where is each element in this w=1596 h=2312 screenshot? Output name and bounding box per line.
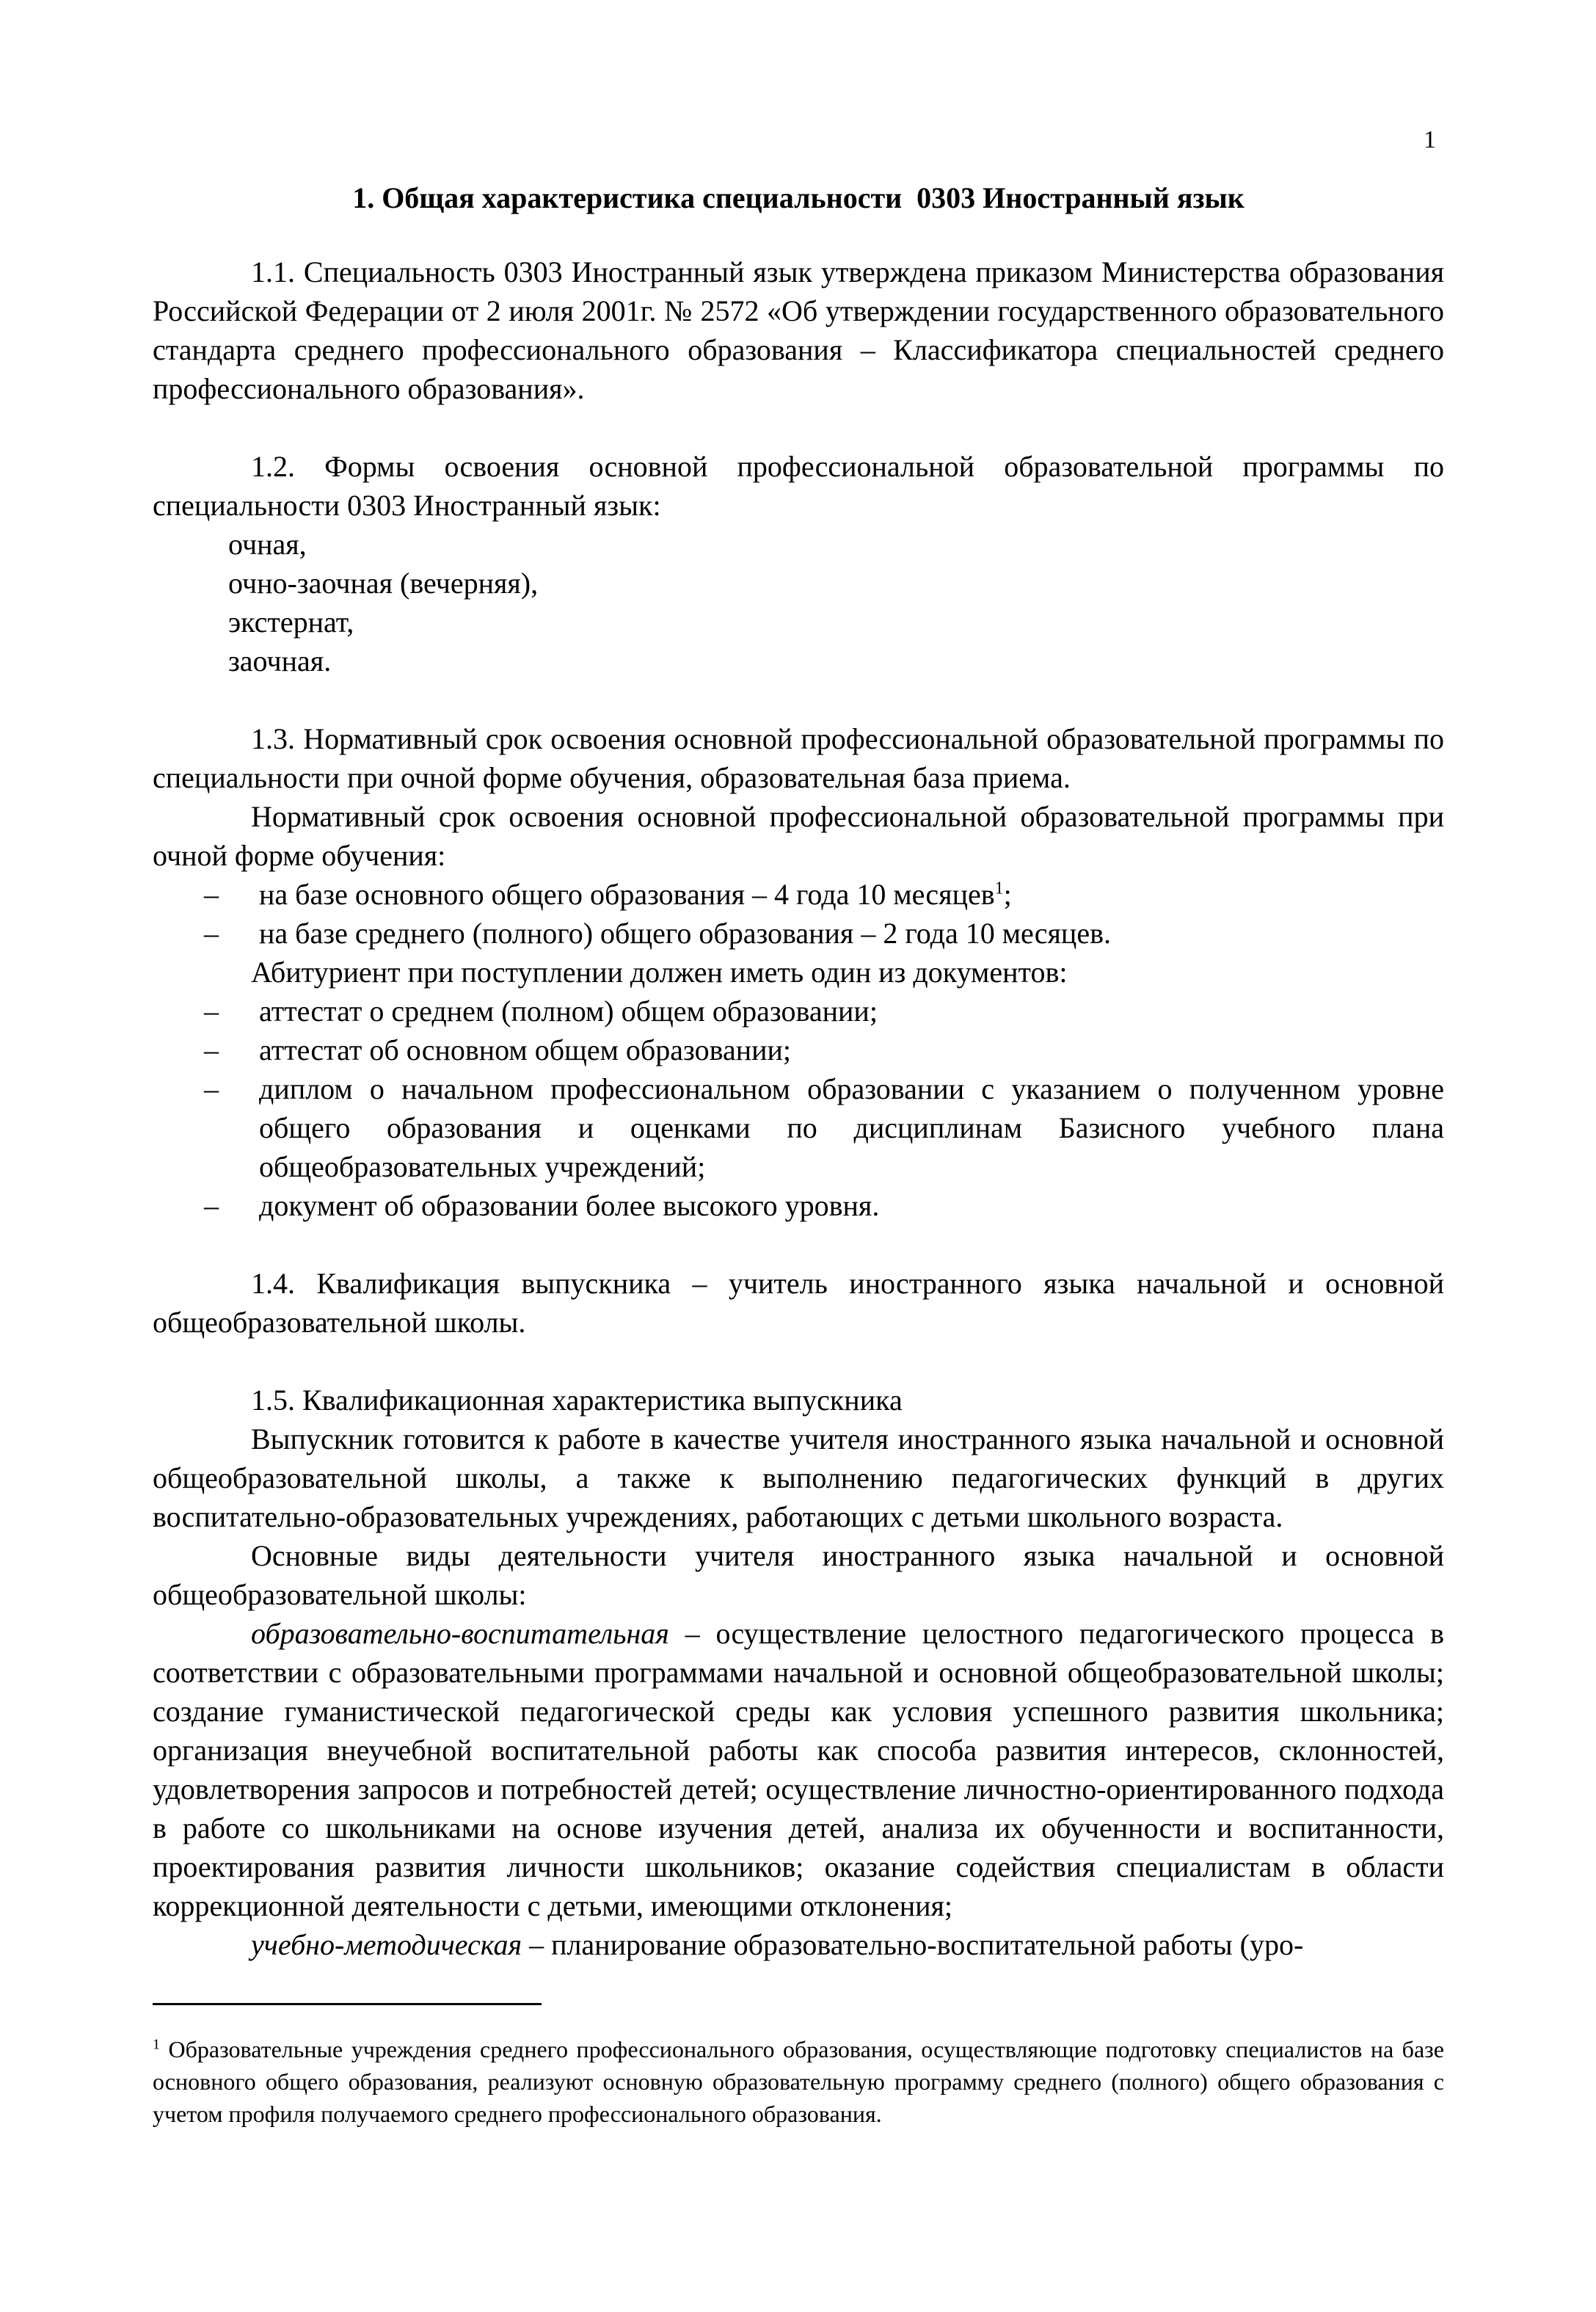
term-basic: на базе основного общего образования – 4 года 10 месяцев (259, 878, 995, 911)
footnote-text: Образовательные учреждения среднего профессионального образования, осуществляющие подготовку специалистов на базе основного общего образования, реализуют основную образовательную программу среднего (полного) общего образования с учетом профиля получаемого среднего профессионального образования. (153, 2036, 1444, 2127)
list-item (153, 875, 1444, 914)
list-item (153, 914, 1444, 953)
activity-text: – планирование образовательно-воспитательной работы (уро- (522, 1928, 1304, 1961)
paragraph-1-4: 1.4. Квалификация выпускника – учитель иностранного языка начальной и основной общеобразовательной школы. (153, 1267, 1444, 1339)
dash-bullet: – (204, 1033, 219, 1066)
paragraph-1-5: 1.5. Квалификационная характеристика выпускника (251, 1384, 903, 1417)
paragraph-1-5-graduate: Выпускник готовится к работе в качестве учителя иностранного языка начальной и основной общеобразовательной школы, а также к выполнению педагогических функций в других воспитательно-образовательных учреждениях, работающих с детьми школьного возраста. (153, 1422, 1444, 1533)
document-item: документ об образовании более высокого уровня. (259, 1189, 880, 1222)
list-item (153, 992, 1444, 1030)
activity-term: образовательно-воспитательная (251, 1617, 669, 1650)
dash-bullet: – (204, 995, 219, 1028)
document-item: аттестат об основном общем образовании; (259, 1033, 792, 1066)
term-list (153, 875, 1444, 953)
page-number: 1 (1424, 126, 1436, 153)
list-item (153, 1069, 1444, 1186)
section-heading: 1. Общая характеристика специальности 0303 Иностранный язык (352, 181, 1245, 214)
dash-bullet: – (204, 917, 219, 950)
document-body (153, 252, 1444, 1964)
activity-term: учебно-методическая (251, 1928, 522, 1961)
footnote-separator (153, 2003, 542, 2005)
document-item: аттестат о среднем (полном) общем образовании; (259, 995, 878, 1028)
footnote-reference[interactable]: 1 (994, 879, 1004, 898)
form-item: экстернат, (228, 606, 354, 639)
form-item: заочная. (228, 644, 332, 677)
form-item: очно-заочная (вечерняя), (228, 567, 539, 600)
footnote (153, 2033, 1444, 2130)
paragraph-1-1: 1.1. Специальность 0303 Иностранный язык утверждена приказом Министерства образования Российской Федерации от 2 июля 2001г. № 2572 «Об утверждении государственного образовательного стандарта среднего профессионального образования – Классификатора специальностей среднего профессионального образования». (153, 255, 1444, 405)
activity-educational (153, 1614, 1444, 1925)
term-secondary: на базе среднего (полного) общего образования – 2 года 10 месяцев. (259, 917, 1111, 950)
paragraph-1-3: 1.3. Нормативный срок освоения основной профессиональной образовательной программы по специальности при очной форме обучения, образовательная база приема. (153, 722, 1444, 794)
document-item: диплом о начальном профессиональном образовании с указанием о полученном уровне общего образования и оценками по дисциплинам Базисного учебного плана общеобразовательных учреждений; (259, 1072, 1444, 1183)
list-item (153, 1030, 1444, 1069)
documents-list (153, 992, 1444, 1225)
paragraph-applicant: Абитуриент при поступлении должен иметь один из документов: (251, 956, 1068, 989)
term-basic-end: ; (1003, 878, 1012, 911)
activity-text: – осуществление целостного педагогического процесса в соответствии с образовательными программами начальной и основной общеобразовательной школы; создание гуманистической педагогической среды как условия успешного развития школьника; организация внеучебной воспитательной работы как способа развития интересов, склонностей, удовлетворения запросов и потребностей детей; осуществление личностно-ориентированного подхода в работе со школьниками на основе изучения детей, анализа их обученности и воспитанности, проектирования развития личности школьников; оказание содействия специалистам в области коррекционной деятельности с детьми, имеющими отклонения; (153, 1617, 1444, 1922)
paragraph-1-5-activities: Основные виды деятельности учителя иностранного языка начальной и основной общеобразовательной школы: (153, 1539, 1444, 1611)
dash-bullet: – (204, 1189, 219, 1222)
dash-bullet: – (204, 1072, 219, 1105)
list-item (153, 1186, 1444, 1225)
paragraph-1-3-term: Нормативный срок освоения основной профессиональной образовательной программы при очной форме обучения: (153, 800, 1444, 872)
paragraph-1-2: 1.2. Формы освоения основной профессиональной образовательной программы по специальности 0303 Иностранный язык: (153, 450, 1444, 522)
activity-methodical (153, 1925, 1444, 1964)
footnote-marker: 1 (153, 2036, 160, 2053)
form-item: очная, (228, 528, 307, 561)
dash-bullet: – (204, 878, 219, 911)
